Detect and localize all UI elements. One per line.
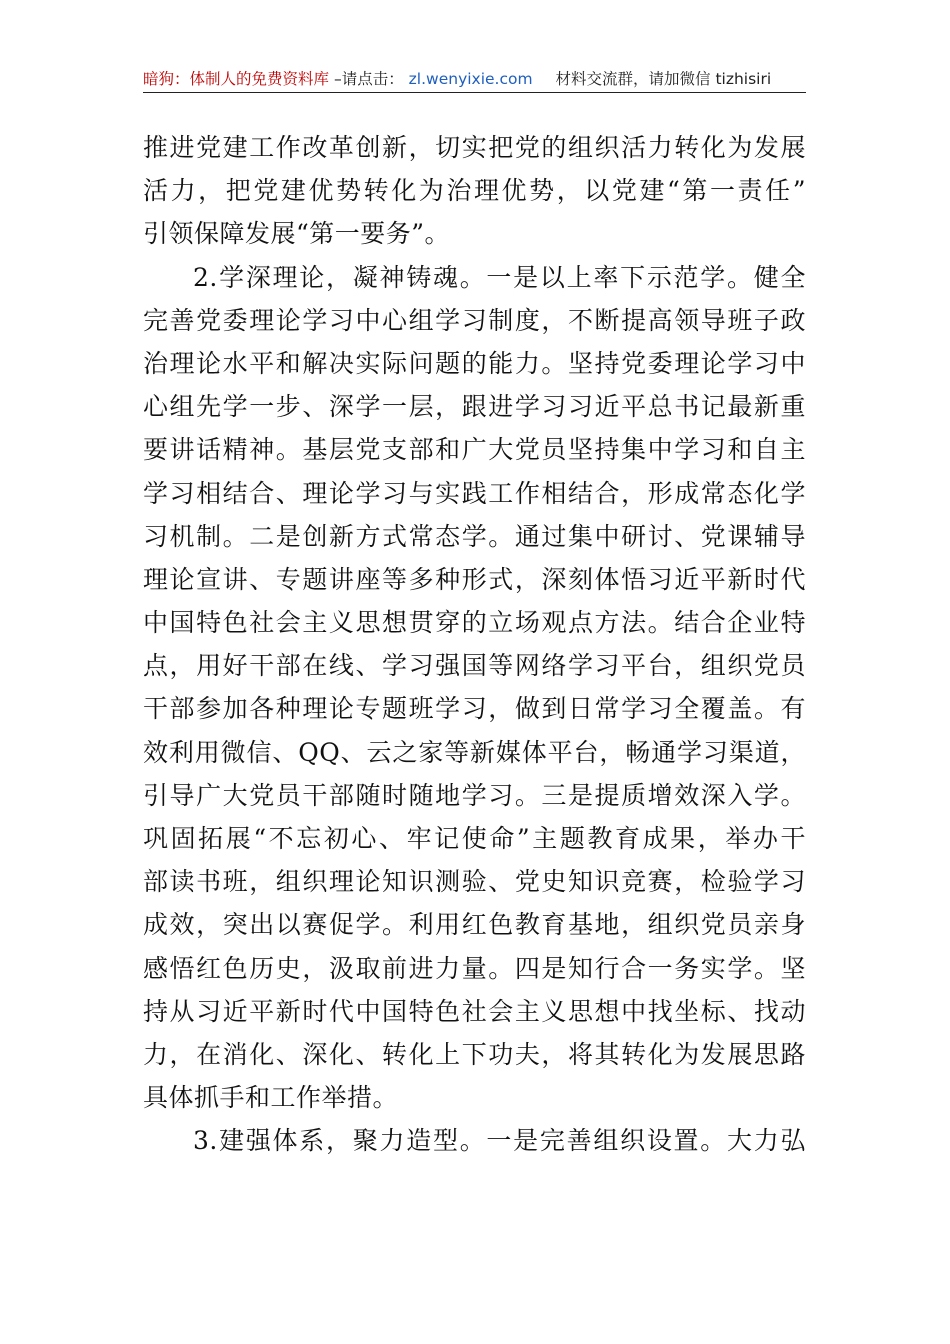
text-line: 效利用微信、QQ、云之家等新媒体平台，畅通学习渠道， (143, 737, 806, 767)
text-line: 2.学深理论，凝神铸魂。一是以上率下示范学。健全 (193, 262, 806, 292)
header-link[interactable]: zl.wenyixie.com (408, 70, 533, 88)
text-line: 学习相结合、理论学习与实践工作相结合，形成常态化学 (143, 478, 806, 508)
text-line: 持从习近平新时代中国特色社会主义思想中找坐标、找动 (143, 996, 806, 1026)
text-line: 治理论水平和解决实际问题的能力。坚持党委理论学习中 (143, 348, 806, 378)
text-line: 要讲话精神。基层党支部和广大党员坚持集中学习和自主 (143, 435, 806, 465)
text-line: 习机制。二是创新方式常态学。通过集中研讨、党课辅导 (143, 521, 806, 551)
page-header (143, 66, 806, 93)
text-line: 干部参加各种理论专题班学习，做到日常学习全覆盖。有 (143, 694, 806, 724)
header-prompt: –请点击： (333, 70, 404, 88)
text-line: 理论宣讲、专题讲座等多种形式，深刻体悟习近平新时代 (143, 564, 806, 594)
text-line: 中国特色社会主义思想贯穿的立场观点方法。结合企业特 (143, 608, 806, 638)
text-line: 力，在消化、深化、转化上下功夫，将其转化为发展思路 (143, 1039, 806, 1069)
text-line: 巩固拓展“不忘初心、牢记使命”主题教育成果，举办干 (143, 824, 806, 853)
text-line: 成效，突出以赛促学。利用红色教育基地，组织党员亲身 (143, 910, 806, 940)
text-line: 部读书班，组织理论知识测验、党史知识竞赛，检验学习 (143, 867, 806, 897)
text-line: 引导广大党员干部随时随地学习。三是提质增效深入学。 (143, 780, 806, 810)
text-line: 具体抓手和工作举措。 (143, 1083, 399, 1113)
text-line: 心组先学一步、深学一层，跟进学习习近平总书记最新重 (143, 392, 806, 422)
text-line: 引领保障发展“第一要务”。 (143, 219, 451, 249)
text-line: 点，用好干部在线、学习强国等网络学习平台，组织党员 (143, 651, 806, 681)
text-line: 感悟红色历史，汲取前进力量。四是知行合一务实学。坚 (143, 953, 806, 983)
document-body (143, 126, 806, 1163)
text-line: 完善党委理论学习中心组学习制度，不断提高领导班子政 (143, 305, 806, 335)
text-line: 推进党建工作改革创新，切实把党的组织活力转化为发展 (143, 133, 806, 162)
header-brand: 暗狗：体制人的免费资料库 (143, 70, 330, 88)
text-line: 活力，把党建优势转化为治理优势，以党建“第一责任” (143, 176, 806, 206)
header-contact: 材料交流群，请加微信 tizhisiri (555, 70, 772, 88)
text-line: 3.建强体系，聚力造型。一是完善组织设置。大力弘 (193, 1126, 806, 1156)
